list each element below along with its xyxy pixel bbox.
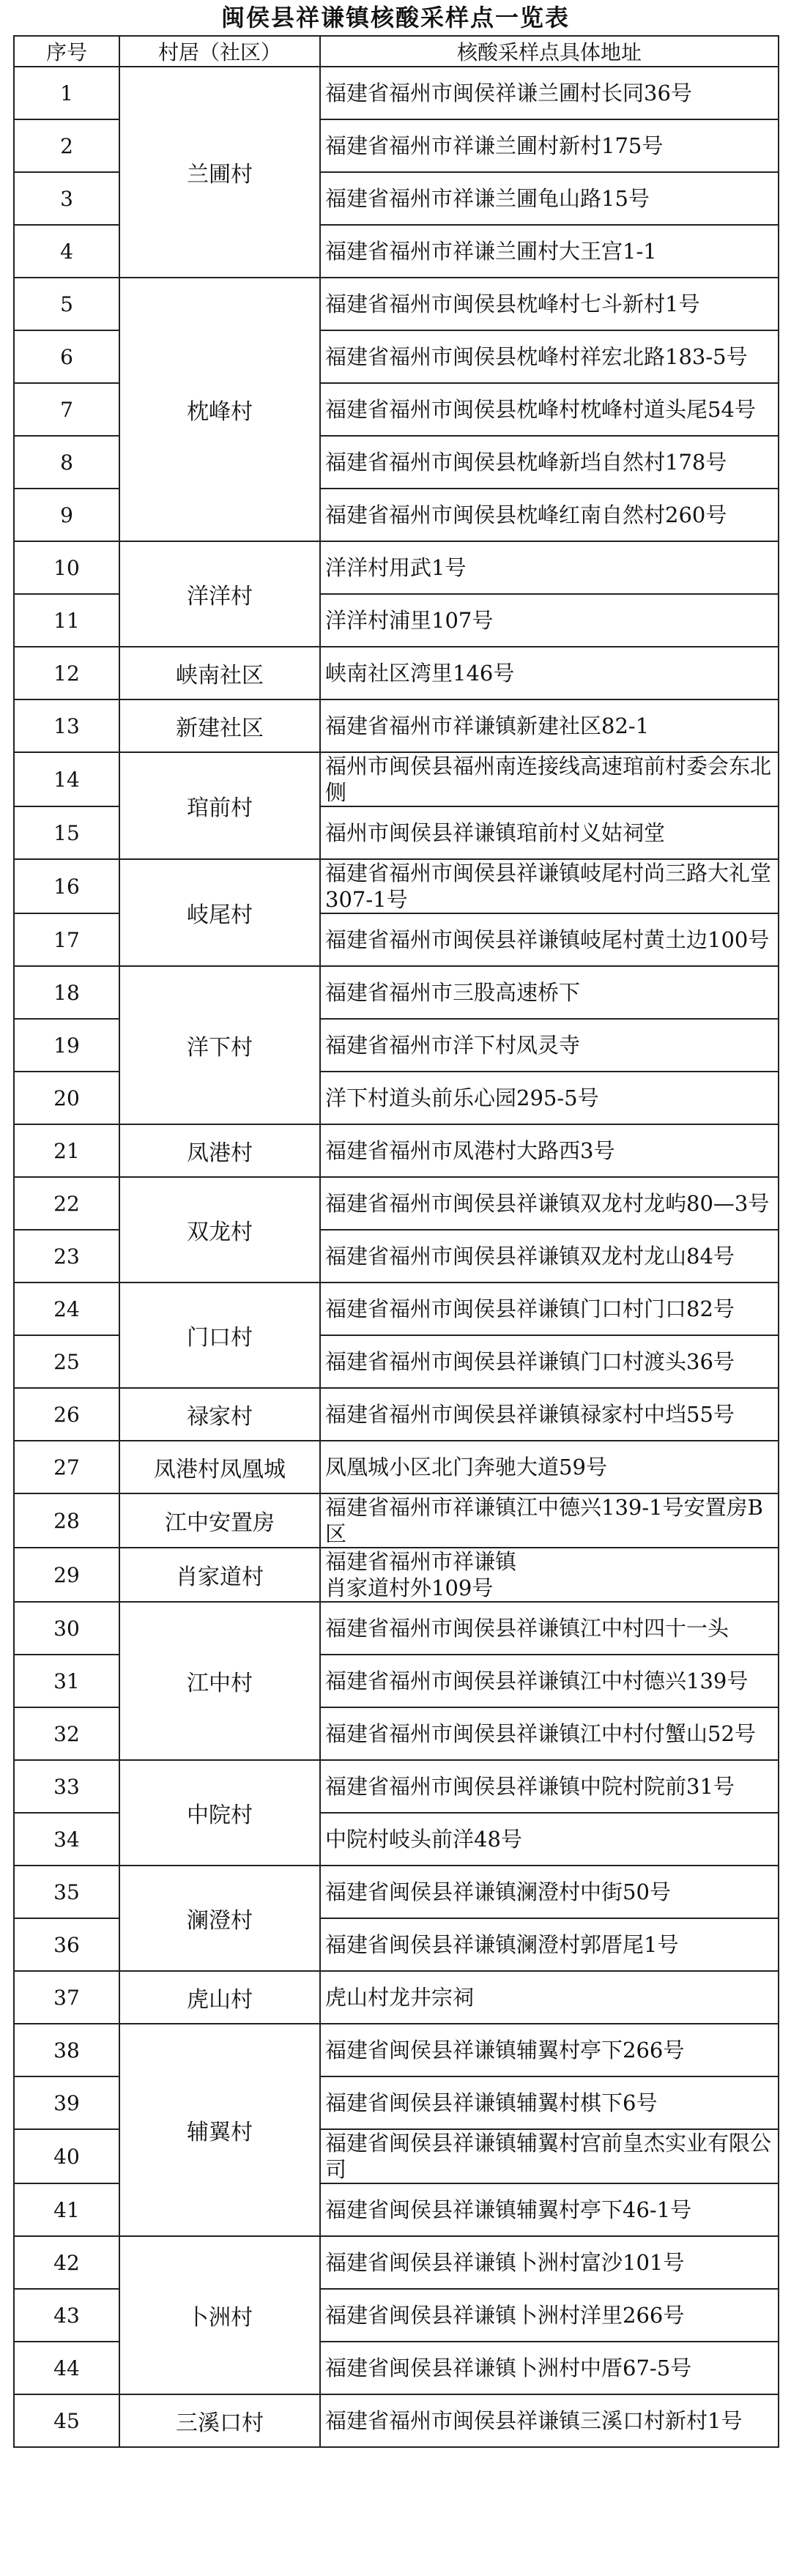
table-row xyxy=(14,1388,779,1441)
sample-address: 福建省福州市闽侯县祥谦镇门口村门口82号 xyxy=(320,1283,779,1335)
village-name: 江中安置房 xyxy=(119,1493,320,1548)
row-number: 7 xyxy=(14,383,119,436)
row-number: 45 xyxy=(14,2394,119,2447)
row-number: 1 xyxy=(14,67,119,119)
village-name: 琯前村 xyxy=(119,752,320,859)
table-row xyxy=(14,647,779,699)
table-row xyxy=(14,699,779,752)
sample-address: 凤凰城小区北门奔驰大道59号 xyxy=(320,1441,779,1493)
table-row xyxy=(14,1124,779,1177)
sample-address: 福建省福州市闽侯县祥谦镇江中村付蟹山52号 xyxy=(320,1707,779,1760)
sample-address: 福州市闽侯县祥谦镇琯前村义姑祠堂 xyxy=(320,806,779,859)
row-number: 15 xyxy=(14,806,119,859)
sample-address: 洋洋村浦里107号 xyxy=(320,594,779,647)
village-name: 江中村 xyxy=(119,1602,320,1760)
sample-address: 福建省福州市闽侯县祥谦镇三溪口村新村1号 xyxy=(320,2394,779,2447)
row-number: 39 xyxy=(14,2076,119,2129)
table-row xyxy=(14,966,779,1019)
sample-address: 福建省福州市闽侯县祥谦镇岐尾村尚三路大礼堂307-1号 xyxy=(320,859,779,913)
sample-address: 福建省福州市凤港村大路西3号 xyxy=(320,1124,779,1177)
village-name: 双龙村 xyxy=(119,1177,320,1283)
table-row xyxy=(14,752,779,806)
row-number: 44 xyxy=(14,2342,119,2394)
row-number: 2 xyxy=(14,119,119,172)
village-name: 中院村 xyxy=(119,1760,320,1866)
village-name: 岐尾村 xyxy=(119,859,320,966)
row-number: 36 xyxy=(14,1918,119,1971)
village-name: 新建社区 xyxy=(119,699,320,752)
row-number: 22 xyxy=(14,1177,119,1230)
village-name: 洋洋村 xyxy=(119,541,320,647)
table-row xyxy=(14,278,779,330)
table-row xyxy=(14,1866,779,1918)
sample-address: 福建省闽侯县祥谦镇卜洲村富沙101号 xyxy=(320,2236,779,2289)
village-name: 卜洲村 xyxy=(119,2236,320,2394)
row-number: 27 xyxy=(14,1441,119,1493)
village-name: 澜澄村 xyxy=(119,1866,320,1971)
sample-address: 福建省闽侯县祥谦镇辅翼村亭下266号 xyxy=(320,2024,779,2076)
sample-address: 福建省福州市闽侯县祥谦镇岐尾村黄土边100号 xyxy=(320,913,779,966)
table-row xyxy=(14,1441,779,1493)
row-number: 19 xyxy=(14,1019,119,1072)
sample-address: 福建省福州市闽侯县祥谦镇门口村渡头36号 xyxy=(320,1335,779,1388)
village-name: 辅翼村 xyxy=(119,2024,320,2236)
sample-address: 福建省福州市闽侯县祥谦镇双龙村龙屿80—3号 xyxy=(320,1177,779,1230)
sample-address: 福建省闽侯县祥谦镇辅翼村宫前皇杰实业有限公司 xyxy=(320,2129,779,2183)
sample-address: 福州市闽侯县福州南连接线高速琯前村委会东北侧 xyxy=(320,752,779,806)
row-number: 32 xyxy=(14,1707,119,1760)
table-row xyxy=(14,1177,779,1230)
table-body xyxy=(14,67,779,2447)
sample-address: 福建省闽侯县祥谦镇卜洲村洋里266号 xyxy=(320,2289,779,2342)
sample-address: 福建省闽侯县祥谦镇澜澄村郭厝尾1号 xyxy=(320,1918,779,1971)
table-row xyxy=(14,1971,779,2024)
row-number: 16 xyxy=(14,859,119,913)
sample-address: 福建省福州市闽侯县祥谦镇江中村德兴139号 xyxy=(320,1655,779,1707)
row-number: 42 xyxy=(14,2236,119,2289)
sample-address: 福建省福州市祥谦兰圃龟山路15号 xyxy=(320,172,779,225)
village-name: 枕峰村 xyxy=(119,278,320,541)
row-number: 25 xyxy=(14,1335,119,1388)
sample-address: 福建省福州市闽侯县枕峰村祥宏北路183-5号 xyxy=(320,330,779,383)
header-no: 序号 xyxy=(14,36,119,67)
sample-address: 福建省福州市三股高速桥下 xyxy=(320,966,779,1019)
row-number: 43 xyxy=(14,2289,119,2342)
village-name: 凤港村 xyxy=(119,1124,320,1177)
table-row xyxy=(14,1602,779,1655)
table-row xyxy=(14,859,779,913)
sample-address: 福建省福州市闽侯县枕峰红南自然村260号 xyxy=(320,489,779,541)
sample-address: 福建省闽侯县祥谦镇辅翼村亭下46-1号 xyxy=(320,2183,779,2236)
table-row xyxy=(14,1548,779,1602)
village-name: 肖家道村 xyxy=(119,1548,320,1602)
row-number: 31 xyxy=(14,1655,119,1707)
table-row xyxy=(14,1283,779,1335)
header-village: 村居（社区） xyxy=(119,36,320,67)
row-number: 4 xyxy=(14,225,119,278)
sheet-title: 闽侯县祥谦镇核酸采样点一览表 xyxy=(220,4,570,31)
sample-address: 福建省福州市闽侯县祥谦镇禄家村中垱55号 xyxy=(320,1388,779,1441)
row-number: 21 xyxy=(14,1124,119,1177)
sample-point-sheet xyxy=(13,0,778,2448)
row-number: 10 xyxy=(14,541,119,594)
village-name: 峡南社区 xyxy=(119,647,320,699)
row-number: 33 xyxy=(14,1760,119,1813)
sample-address: 福建省福州市祥谦兰圃村新村175号 xyxy=(320,119,779,172)
village-name: 三溪口村 xyxy=(119,2394,320,2447)
table-row xyxy=(14,67,779,119)
row-number: 29 xyxy=(14,1548,119,1602)
row-number: 11 xyxy=(14,594,119,647)
row-number: 41 xyxy=(14,2183,119,2236)
sample-address: 福建省闽侯县祥谦镇澜澄村中街50号 xyxy=(320,1866,779,1918)
row-number: 17 xyxy=(14,913,119,966)
table-row xyxy=(14,2024,779,2076)
sample-address: 福建省闽侯县祥谦镇卜洲村中厝67-5号 xyxy=(320,2342,779,2394)
table-row xyxy=(14,2394,779,2447)
village-name: 禄家村 xyxy=(119,1388,320,1441)
sample-address: 福建省福州市祥谦镇新建社区82-1 xyxy=(320,699,779,752)
sample-address: 福建省福州市闽侯县枕峰新垱自然村178号 xyxy=(320,436,779,489)
row-number: 13 xyxy=(14,699,119,752)
sample-address: 福建省福州市闽侯县祥谦镇江中村四十一头 xyxy=(320,1602,779,1655)
village-name: 凤港村凤凰城 xyxy=(119,1441,320,1493)
row-number: 6 xyxy=(14,330,119,383)
sample-address: 福建省福州市闽侯县祥谦镇中院村院前31号 xyxy=(320,1760,779,1813)
row-number: 14 xyxy=(14,752,119,806)
row-number: 3 xyxy=(14,172,119,225)
sample-address: 福建省福州市闽侯祥谦兰圃村长同36号 xyxy=(320,67,779,119)
sample-address: 福建省福州市祥谦兰圃村大王宫1-1 xyxy=(320,225,779,278)
sample-address: 福建省闽侯县祥谦镇辅翼村棋下6号 xyxy=(320,2076,779,2129)
table-row xyxy=(14,1493,779,1548)
sample-address: 峡南社区湾里146号 xyxy=(320,647,779,699)
row-number: 28 xyxy=(14,1493,119,1548)
sample-address: 洋下村道头前乐心园295-5号 xyxy=(320,1072,779,1124)
table-row xyxy=(14,2236,779,2289)
row-number: 30 xyxy=(14,1602,119,1655)
table-row xyxy=(14,1760,779,1813)
sample-address: 福建省福州市闽侯县枕峰村七斗新村1号 xyxy=(320,278,779,330)
row-number: 24 xyxy=(14,1283,119,1335)
row-number: 12 xyxy=(14,647,119,699)
header-row xyxy=(14,36,779,67)
row-number: 20 xyxy=(14,1072,119,1124)
row-number: 8 xyxy=(14,436,119,489)
village-name: 兰圃村 xyxy=(119,67,320,278)
row-number: 18 xyxy=(14,966,119,1019)
header-address: 核酸采样点具体地址 xyxy=(320,36,779,67)
sample-address: 福建省福州市祥谦镇 肖家道村外109号 xyxy=(320,1548,779,1602)
village-name: 虎山村 xyxy=(119,1971,320,2024)
row-number: 34 xyxy=(14,1813,119,1866)
row-number: 5 xyxy=(14,278,119,330)
row-number: 9 xyxy=(14,489,119,541)
sample-address: 福建省福州市祥谦镇江中德兴139-1号安置房B区 xyxy=(320,1493,779,1548)
row-number: 35 xyxy=(14,1866,119,1918)
village-name: 门口村 xyxy=(119,1283,320,1388)
row-number: 38 xyxy=(14,2024,119,2076)
sample-address: 虎山村龙井宗祠 xyxy=(320,1971,779,2024)
row-number: 23 xyxy=(14,1230,119,1283)
sample-point-table xyxy=(13,35,779,2448)
row-number: 37 xyxy=(14,1971,119,2024)
sample-address: 洋洋村用武1号 xyxy=(320,541,779,594)
row-number: 26 xyxy=(14,1388,119,1441)
sample-address: 福建省福州市闽侯县枕峰村枕峰村道头尾54号 xyxy=(320,383,779,436)
village-name: 洋下村 xyxy=(119,966,320,1124)
sample-address: 福建省福州市闽侯县祥谦镇双龙村龙山84号 xyxy=(320,1230,779,1283)
sample-address: 福建省福州市洋下村凤灵寺 xyxy=(320,1019,779,1072)
row-number: 40 xyxy=(14,2129,119,2183)
sample-address: 中院村岐头前洋48号 xyxy=(320,1813,779,1866)
table-row xyxy=(14,541,779,594)
